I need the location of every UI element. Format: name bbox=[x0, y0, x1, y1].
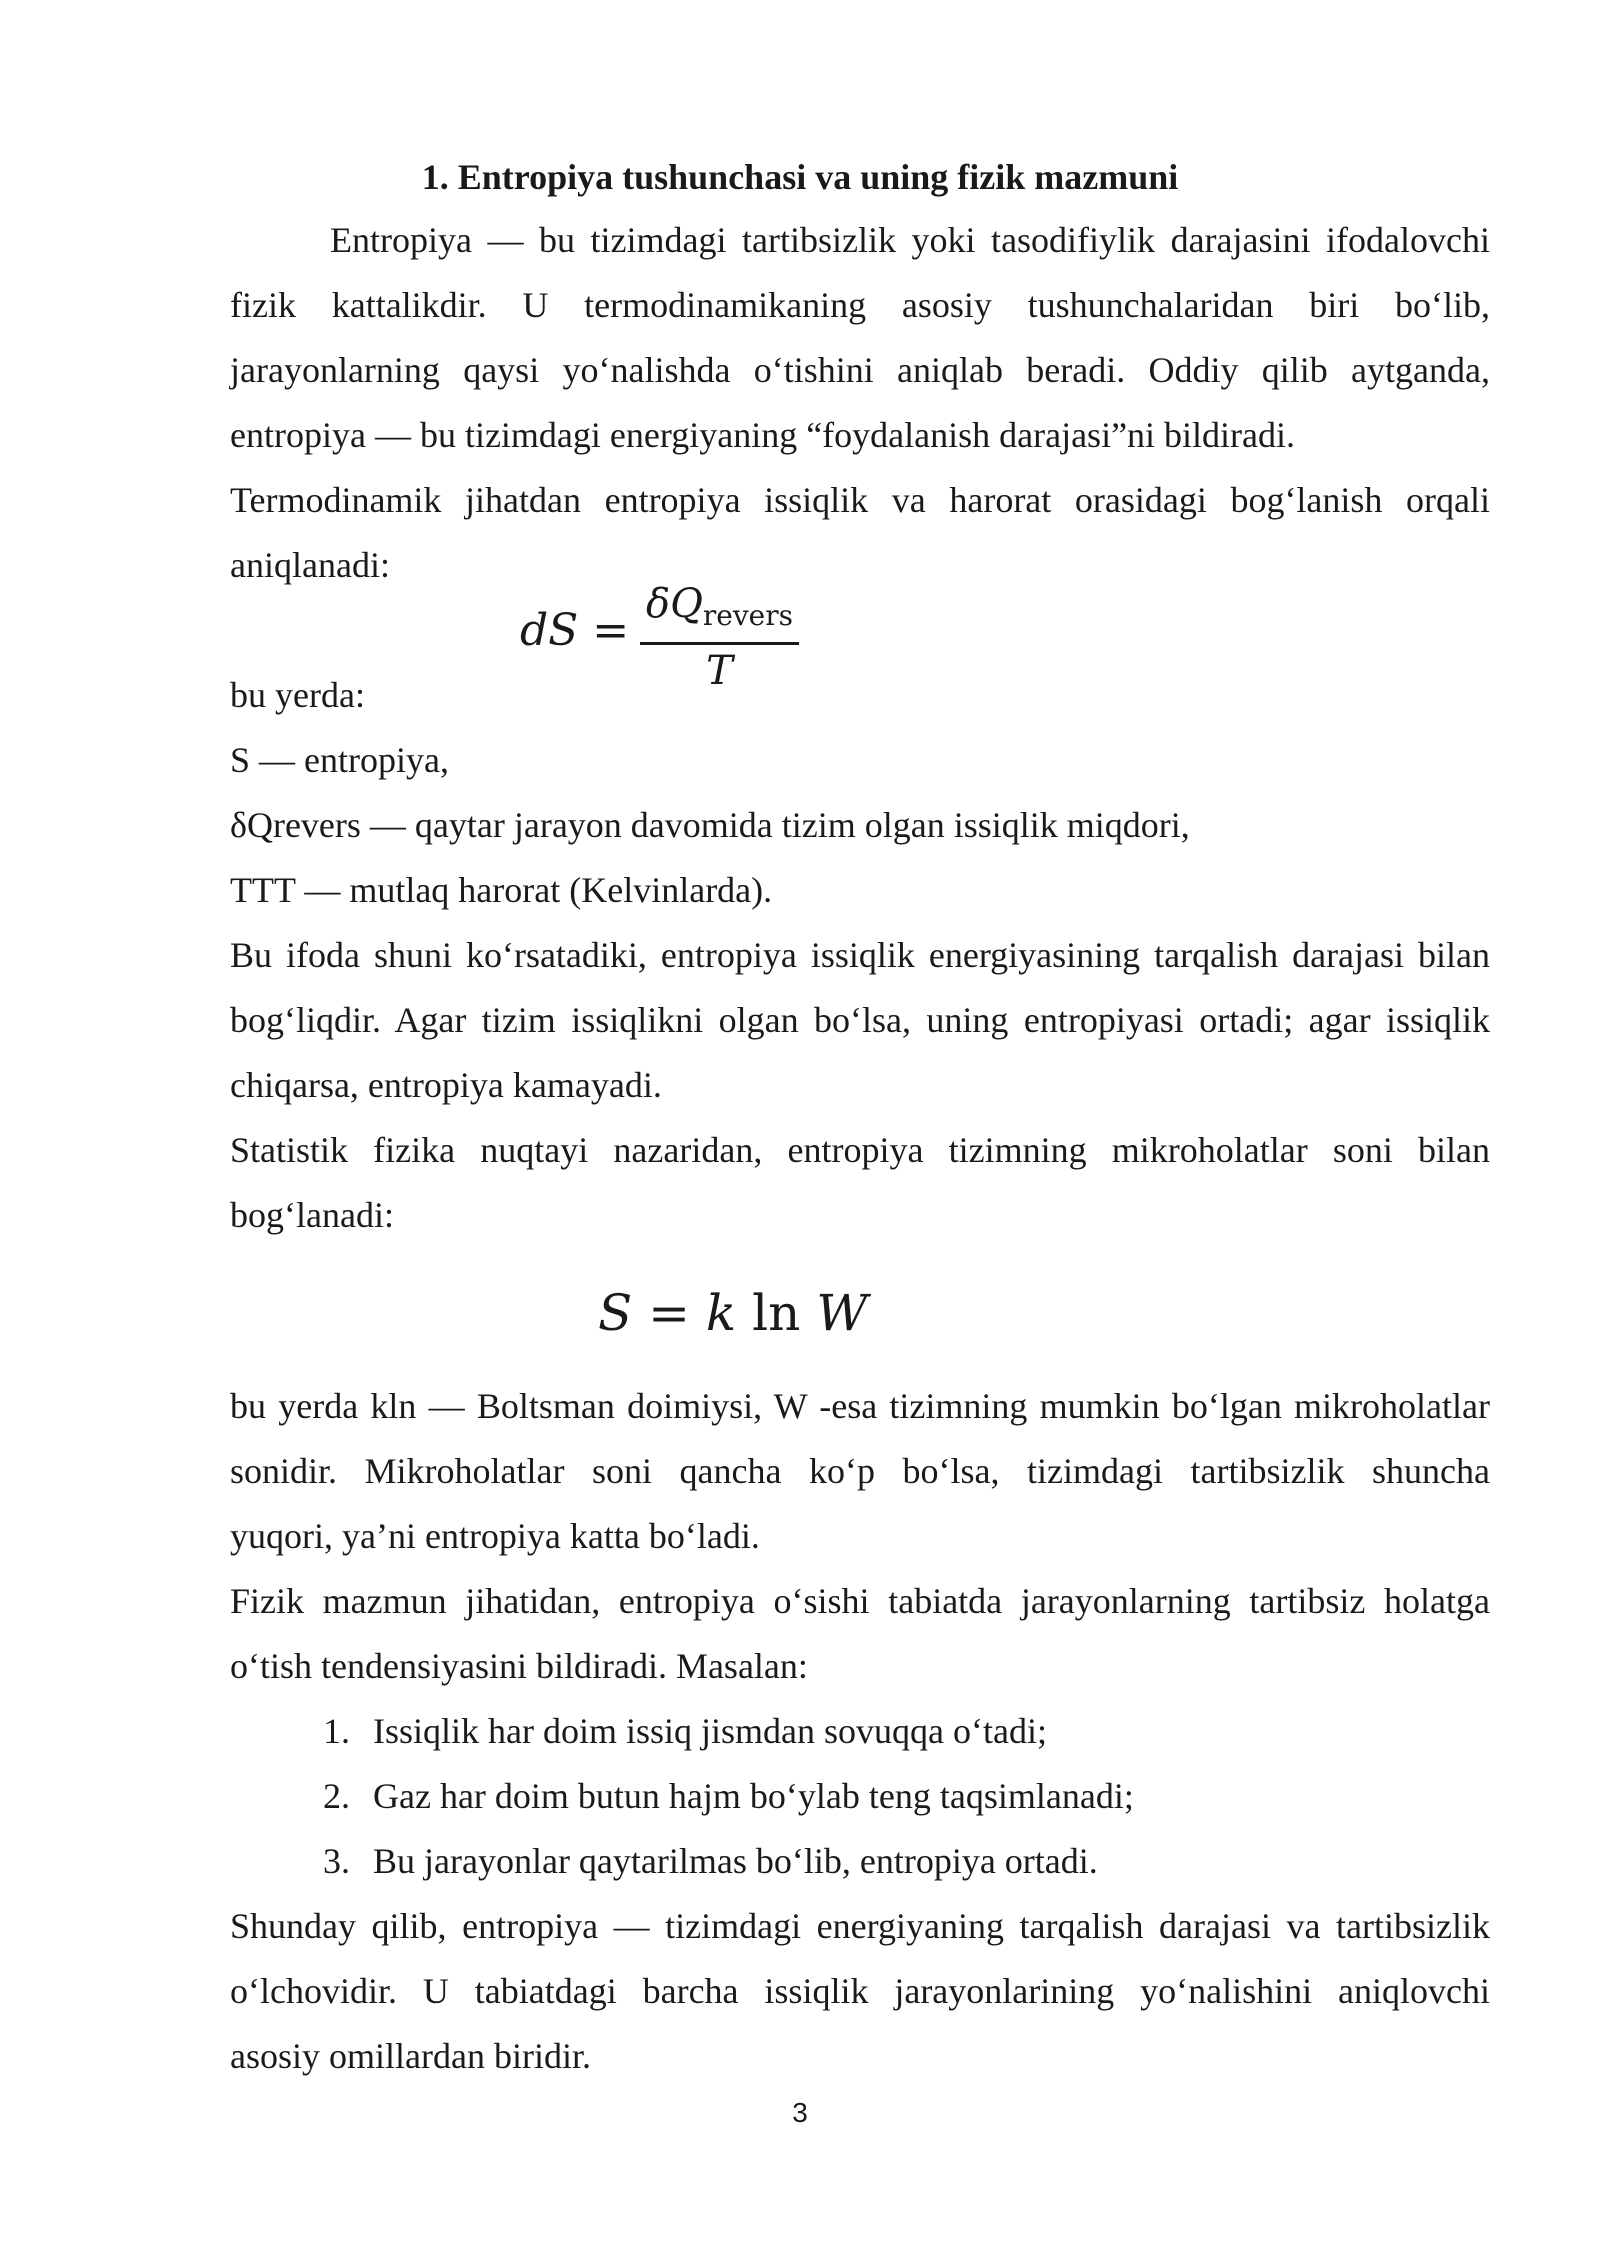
paragraph-line: bog‘lanadi: bbox=[230, 1195, 394, 1235]
formula-boltzmann-ln: ln bbox=[752, 1284, 801, 1342]
paragraph-line: Statistik fizika nuqtayi nazaridan, entropiya tizimning mikroholatlar soni bilan bbox=[230, 1130, 1490, 1170]
fraction-numerator bbox=[640, 578, 799, 645]
paragraph-line: chiqarsa, entropiya kamayadi. bbox=[230, 1065, 662, 1105]
formula-entropy-fraction bbox=[640, 578, 799, 697]
list-text: Bu jarayonlar qaytarilmas bo‘lib, entropiya ortadi. bbox=[373, 1841, 1098, 1881]
paragraph-line: sonidir. Mikroholatlar soni qancha ko‘p bo‘lsa, tizimdagi tartibsizlik shuncha bbox=[230, 1451, 1490, 1491]
paragraph-line: aniqlanadi: bbox=[230, 545, 390, 585]
paragraph-line: Entropiya — bu tizimdagi tartibsizlik yoki tasodifiylik darajasini ifodalovchi bbox=[330, 220, 1490, 260]
paragraph-line: fizik kattalikdir. U termodinamikaning asosiy tushunchalaridan biri bo‘lib, bbox=[230, 285, 1490, 325]
formula-entropy-lhs: dS = bbox=[520, 605, 630, 656]
list-number: 1. bbox=[323, 1711, 350, 1751]
list-item bbox=[323, 1707, 1047, 1755]
numerator-symbol: δQ bbox=[646, 581, 703, 627]
paragraph-line: S — entropiya, bbox=[230, 740, 449, 780]
paragraph-line: asosiy omillardan biridir. bbox=[230, 2036, 591, 2076]
list-item bbox=[323, 1772, 1134, 1820]
paragraph-line: bog‘liqdir. Agar tizim issiqlikni olgan bo‘lsa, uning entropiyasi ortadi; agar issiqlik bbox=[230, 1000, 1490, 1040]
paragraph-line: o‘tish tendensiyasini bildiradi. Masalan: bbox=[230, 1646, 808, 1686]
list-text: Gaz har doim butun hajm bo‘ylab teng taqsimlanadi; bbox=[373, 1776, 1134, 1816]
paragraph-line: δQrevers — qaytar jarayon davomida tizim olgan issiqlik miqdori, bbox=[230, 805, 1190, 845]
paragraph-line: yuqori, ya’ni entropiya katta bo‘ladi. bbox=[230, 1516, 760, 1556]
list-number: 2. bbox=[323, 1776, 350, 1816]
paragraph-line: Shunday qilib, entropiya — tizimdagi energiyaning tarqalish darajasi va tartibsizlik bbox=[230, 1906, 1490, 1946]
paragraph-line: entropiya — bu tizimdagi energiyaning “foydalanish darajasi”ni bildiradi. bbox=[230, 415, 1296, 455]
formula-boltzmann-rhs: W bbox=[800, 1284, 868, 1342]
formula-boltzmann-lhs: S = k bbox=[598, 1284, 753, 1342]
paragraph-line: bu yerda: bbox=[230, 675, 365, 715]
paragraph-line: o‘lchovidir. U tabiatdagi barcha issiqlik jarayonlarining yo‘nalishini aniqlovchi bbox=[230, 1971, 1490, 2011]
list-number: 3. bbox=[323, 1841, 350, 1881]
section-heading: 1. Entropiya tushunchasi va uning fizik mazmuni bbox=[421, 157, 1179, 197]
paragraph-line: jarayonlarning qaysi yo‘nalishda o‘tishini aniqlab beradi. Oddiy qilib aytganda, bbox=[230, 350, 1490, 390]
list-item bbox=[323, 1837, 1098, 1885]
paragraph-line: bu yerda kln — Boltsman doimiysi, W -esa tizimning mumkin bo‘lgan mikroholatlar bbox=[230, 1386, 1490, 1426]
paragraph-line: Fizik mazmun jihatidan, entropiya o‘sishi tabiatda jarayonlarning tartibsiz holatga bbox=[230, 1581, 1490, 1621]
paragraph-line: TTT — mutlaq harorat (Kelvinlarda). bbox=[230, 870, 773, 910]
numerator-subscript: revers bbox=[702, 599, 793, 632]
page-number: 3 bbox=[792, 2097, 808, 2128]
paragraph-line: Bu ifoda shuni ko‘rsatadiki, entropiya issiqlik energiyasining tarqalish darajasi bilan bbox=[230, 935, 1490, 975]
list-text: Issiqlik har doim issiq jismdan sovuqqa o‘tadi; bbox=[373, 1711, 1047, 1751]
fraction-denominator: T bbox=[706, 648, 733, 694]
formula-boltzmann bbox=[598, 1283, 868, 1343]
paragraph-line: Termodinamik jihatdan entropiya issiqlik va harorat orasidagi bog‘lanish orqali bbox=[230, 480, 1490, 520]
